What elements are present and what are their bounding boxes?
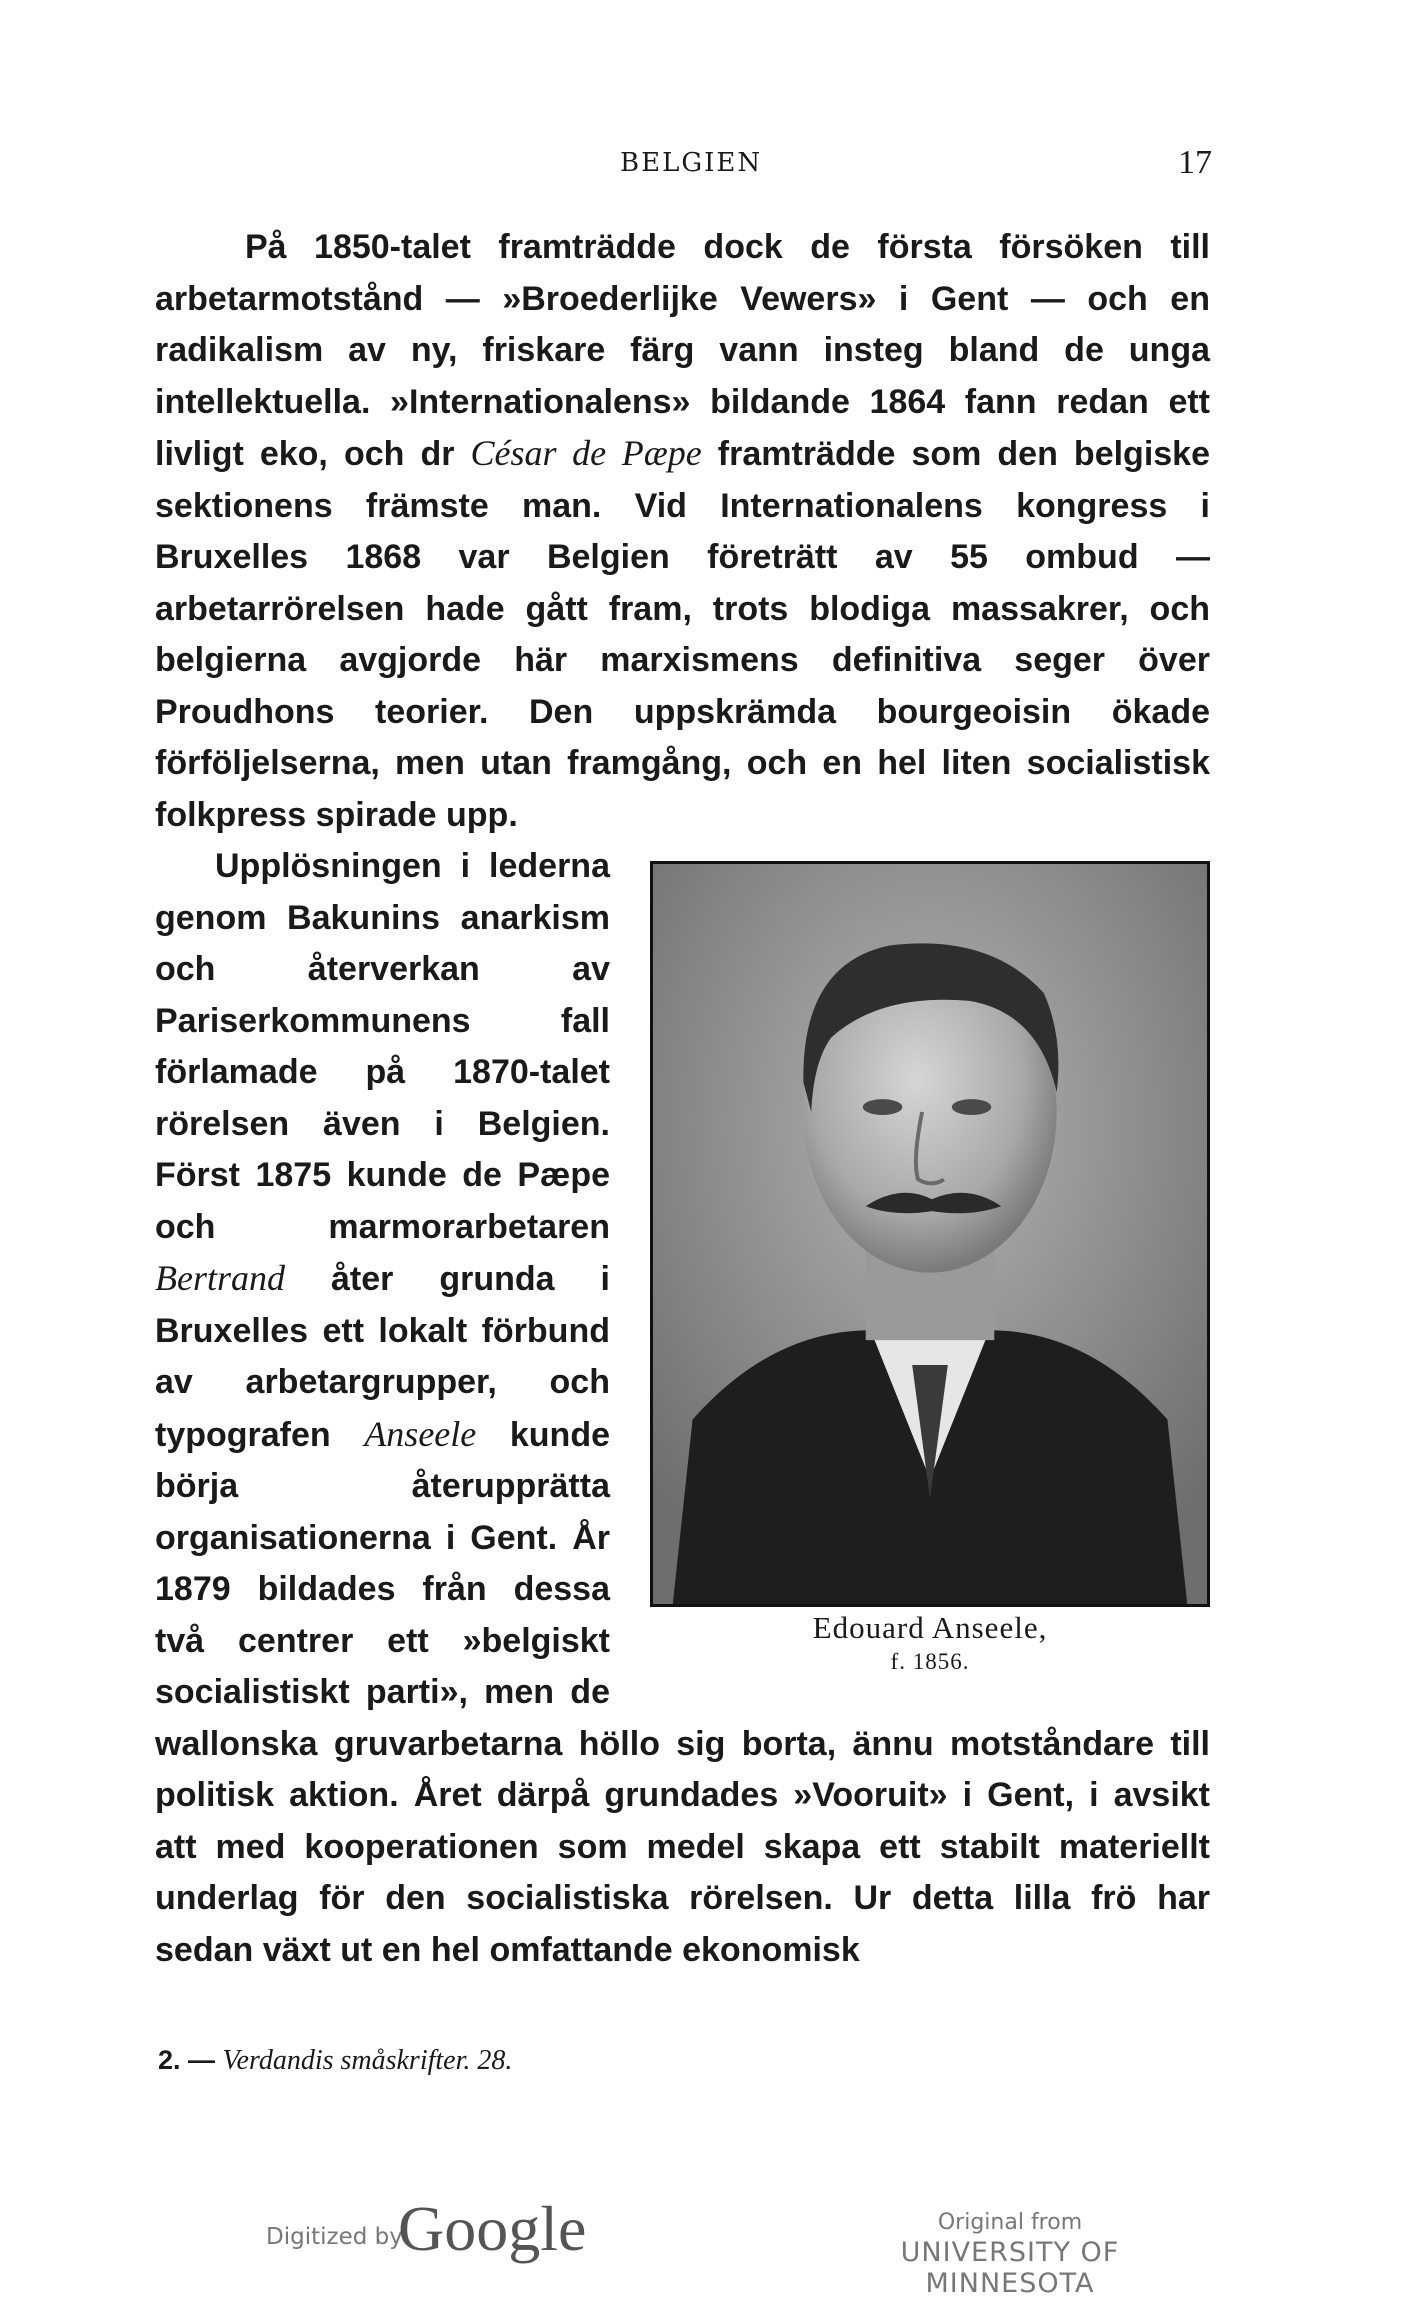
digitized-label: Digitized by — [266, 2224, 403, 2250]
paragraph-2-text-a: Upplösningen i lederna genom Bakunins anarkism och återverkan av Pariserkommunens fall förlamade på 1870-talet rörelsen även i Belgien. Först 1875 kunde de Pæpe och marmorarbetaren — [155, 847, 610, 1246]
header-title: BELGIEN — [620, 148, 763, 178]
caption-name: Edouard Anseele, — [812, 1610, 1048, 1645]
person-name-bertrand: Bertrand — [155, 1258, 285, 1298]
running-head — [0, 144, 1412, 188]
portrait-figure — [650, 861, 1210, 1674]
portrait-image — [650, 861, 1210, 1607]
body-text — [155, 222, 1210, 1976]
caption-date: f. 1856. — [890, 1649, 970, 1675]
footnote-number: 2. — — [158, 2045, 223, 2075]
paragraph-1-text-b: framträdde som den belgiske sektionens främste man. Vid Internationalens kongress i Bruxelles 1868 var Belgien företrätt av 55 ombud — arbetarrörelsen hade gått fram, trots blodiga massakrer, och belgierna avgjorde här marxismens definitiva seger över Proudhons teorier. Den uppskrämda bourgeoisin ökade förföljelserna, men utan framgång, och en hel liten socialistisk folkpress spirade upp. — [155, 435, 1210, 834]
page-number: 17 — [1178, 144, 1212, 181]
google-logo: Google — [398, 2193, 587, 2264]
paragraph-2-text-b: åter grunda i Bruxelles ett lokalt förbund av arbetargrupper, och typografen — [155, 1260, 610, 1454]
original-from-label: Original from — [937, 2210, 1083, 2235]
portrait-caption — [650, 1611, 1210, 1674]
portrait-photo-drawing — [653, 864, 1207, 1604]
person-name-cesar-de-paepe: César de Pæpe — [470, 433, 702, 473]
paragraph-1-text-a: På 1850-talet framträdde dock de första försöken till arbetarmotstånd — »Broederlijke Vewers» i Gent — och en radikalism av ny, friskare färg vann insteg bland de unga intellektuella. »Internationalens» bildande 1864 fann redan ett livligt eko, och dr — [155, 228, 1210, 473]
footnote — [158, 2045, 512, 2077]
original-from-watermark — [820, 2210, 1200, 2299]
paragraph-2-text-c: kunde börja återupprätta organisationerna i Gent. År 1879 bildades från dessa två centrer ett »belgiskt socialistiskt parti», men de wallonska gruvarbetarna höllo sig borta, ännu motståndare till politisk aktion. Året därpå grundades »Vooruit» i Gent, i avsikt att med kooperationen som medel skapa ett stabilt materiellt underlag för den socialistiska rörelsen. Ur detta lilla frö har sedan växt ut en hel omfattande ekonomisk — [155, 1415, 1210, 1969]
person-name-anseele: Anseele — [364, 1413, 477, 1454]
institution-name: UNIVERSITY OF MINNESOTA — [900, 2237, 1120, 2299]
paragraph-1 — [155, 222, 1210, 841]
footnote-series-title: Verdandis småskrifter. 28. — [222, 2045, 513, 2076]
